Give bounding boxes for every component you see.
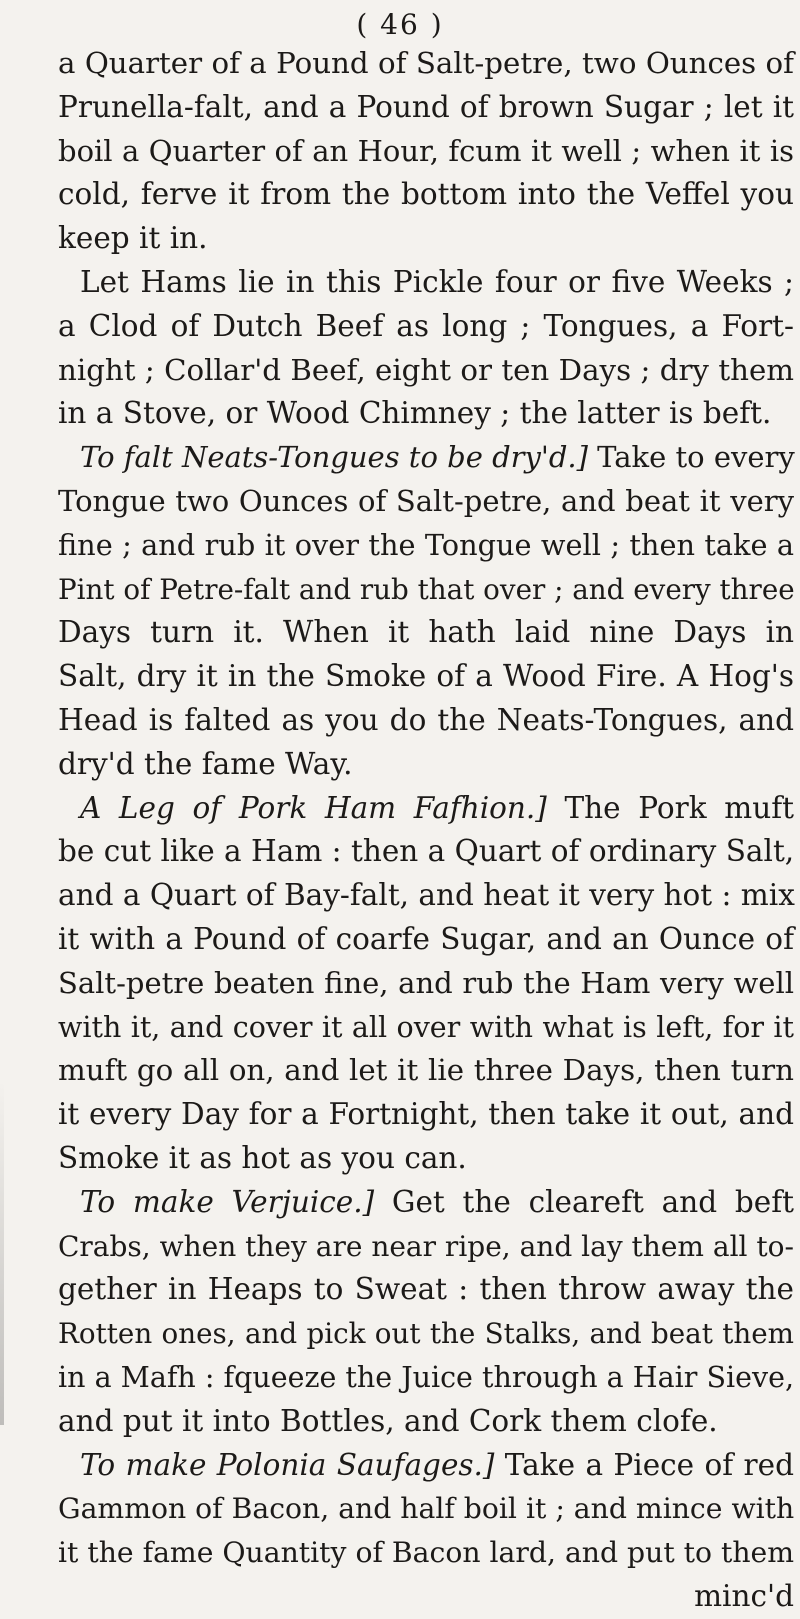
text-line [58, 962, 794, 1006]
text-line [58, 655, 794, 699]
line-text: muft go all on, and let it lie three Days, then turn [58, 1053, 794, 1088]
line-text: Salt, dry it in the Smoke of a Wood Fire. A Hog's [58, 659, 794, 694]
text-line [58, 217, 794, 261]
line-text: Smoke it as hot as you can. [58, 1140, 467, 1175]
line-text: Let Hams lie in this Pickle four or five Weeks ; [80, 264, 794, 299]
line-text: Take to every [587, 440, 795, 475]
line-text: Get the cleareft and beft [374, 1184, 794, 1219]
text-line [58, 1225, 794, 1269]
text-line [58, 787, 794, 831]
line-text: Head is falted as you do the Neats-Tongues, and [58, 702, 794, 737]
line-text: it with a Pound of coarfe Sugar, and an Ounce of [58, 921, 794, 956]
line-text: Take a Piece of red [494, 1447, 794, 1482]
line-text: and a Quart of Bay-falt, and heat it very hot : mix [58, 878, 795, 913]
line-text: a Clod of Dutch Beef as long ; Tongues, a Fort- [58, 308, 794, 343]
line-text: a Quarter of a Pound of Salt-petre, two Ounces of [58, 46, 794, 80]
text-line [58, 1531, 794, 1575]
text-line [58, 1400, 794, 1444]
text-line [58, 1487, 794, 1531]
line-text: Tongue two Ounces of Salt-petre, and beat it very [58, 483, 794, 518]
line-text: Pint of Petre-falt and rub that over ; and every three [58, 572, 795, 606]
text-line [58, 86, 794, 130]
line-text: Gammon of Bacon, and half boil it ; and mince with [58, 1492, 795, 1526]
recipe-heading: A Leg of Pork Ham Fafhion.] [80, 790, 547, 825]
text-line [58, 305, 794, 349]
text-line [58, 524, 794, 568]
line-text: Days turn it. When it hath laid nine Days in [58, 615, 794, 650]
line-text: Crabs, when they are near ripe, and lay them all to- [58, 1229, 794, 1263]
page-number: ( 46 ) [356, 8, 444, 41]
text-line [58, 130, 794, 174]
recipe-heading: To falt Neats-Tongues to be dry'd.] [80, 440, 588, 475]
text-line [58, 261, 794, 305]
text-line [58, 1137, 794, 1181]
text-line [58, 173, 794, 217]
line-text: keep it in. [58, 221, 208, 256]
line-text: The Pork muft [546, 790, 794, 825]
text-line [58, 918, 794, 962]
text-line [58, 1356, 794, 1400]
recipe-heading: To make Verjuice.] [80, 1184, 375, 1219]
line-text: Rotten ones, and pick out the Stalks, and beat them [58, 1317, 794, 1351]
line-text: in a Mafh : fqueeze the Juice through a Hair Sieve, [58, 1360, 794, 1394]
text-line [58, 1093, 794, 1137]
catchword-text: minc'd [694, 1578, 794, 1613]
line-text: it every Day for a Fortnight, then take it out, and [58, 1097, 794, 1132]
text-line [58, 480, 794, 524]
text-line [58, 874, 794, 918]
line-text: gether in Heaps to Sweat : then throw away the [58, 1272, 794, 1307]
text-line [58, 42, 794, 86]
line-text: with it, and cover it all over with what is left, for it [58, 1010, 794, 1044]
text-line [58, 1312, 794, 1356]
line-text: fine ; and rub it over the Tongue well ; then take a [58, 527, 794, 562]
text-line [58, 1268, 794, 1312]
text-line [58, 349, 794, 393]
text-line [58, 568, 794, 612]
text-line [58, 1181, 794, 1225]
line-text: in a Stove, or Wood Chimney ; the latter is beft. [58, 396, 772, 431]
text-line [58, 436, 794, 480]
line-text: be cut like a Ham : then a Quart of ordinary Salt, [58, 834, 795, 869]
line-text: cold, ferve it from the bottom into the Veffel you [58, 177, 794, 212]
line-text: dry'd the fame Way. [58, 746, 353, 781]
page-text [58, 42, 794, 1619]
line-text: night ; Collar'd Beef, eight or ten Days ; dry them [58, 352, 794, 387]
text-line [58, 699, 794, 743]
line-text: boil a Quarter of an Hour, fcum it well ; when it is [58, 133, 794, 168]
text-line [58, 743, 794, 787]
text-line [58, 1444, 794, 1488]
line-text: it the fame Quantity of Bacon lard, and put to them [58, 1536, 795, 1570]
line-text: Salt-petre beaten fine, and rub the Ham very well [58, 965, 794, 1000]
text-line [58, 1006, 794, 1050]
catchword [58, 1575, 794, 1619]
text-line [58, 830, 794, 874]
text-line [58, 1049, 794, 1093]
page-edge-shadow [0, 1080, 4, 1425]
text-line [58, 392, 794, 436]
line-text: and put it into Bottles, and Cork them clofe. [58, 1403, 718, 1438]
text-line [58, 611, 794, 655]
line-text: Prunella-falt, and a Pound of brown Sugar ; let it [58, 89, 794, 124]
recipe-heading: To make Polonia Saufages.] [80, 1447, 495, 1482]
